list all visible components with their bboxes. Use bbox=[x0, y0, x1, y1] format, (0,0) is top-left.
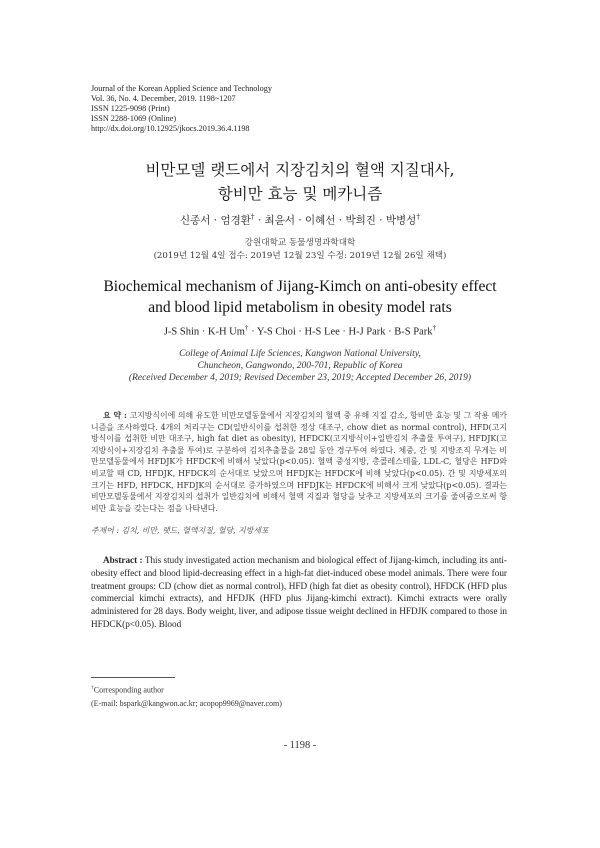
corresponding-author-note bbox=[91, 682, 282, 697]
journal-volume: Vol. 36, No. 4. December, 2019. 1198~1207 bbox=[91, 94, 236, 103]
korean-title-line1: 비만모델 랫드에서 지장김치의 혈액 지질대사, bbox=[145, 161, 455, 179]
corresponding-author-label: Corresponding author bbox=[93, 685, 164, 695]
issn-print: ISSN 1225-9098 (Print) bbox=[91, 104, 170, 113]
english-abstract-label: Abstract : bbox=[103, 555, 143, 565]
page-number: - 1198 - bbox=[283, 740, 317, 751]
corresponding-mark: † bbox=[416, 212, 420, 221]
corresponding-mark: † bbox=[250, 212, 255, 221]
footnote-divider bbox=[91, 677, 175, 678]
korean-affiliation bbox=[0, 237, 600, 263]
english-authors-rest: · Y-S Choi · H-S Lee · H-J Park · B-S Park bbox=[248, 326, 433, 338]
korean-abstract-text: 고지방식이에 의해 유도한 비만모델동물에서 지장김치의 혈액 중 유해 지질 감소, 항비만 효능 및 그 작용 메카니즘을 조사하였다. 4개의 처리구는 CD(일반식이를 섭취한 정상 대조구, chow diet as normal control), HFD(고지방식이를 섭취한 비만 대조구, high fat diet as obesity), HFDCK(고지방식이+일반김치 추출물 투여구), HFDJK(고지방식이+지장김치 추출물 투여)로 구분하여 김치추출물을 28일 동안 경구투여 하였다. 체중, 간 및 지방조직 무게는 비만모델동물에서 HFDJK가 HFDCK에 비해서 낮았다(p<0.05). 혈액 중성지방, 총콜레스테롤, LDL-C, 혈당은 HFD와 비교할 때 CD, HFDJK, HFDCK의 순서대로 낮았으며 HFDJK는 HFDCK에 비해 낮았다(p<0.05). 간 및 지방세포의 크기는 HFD, HFDCK, HFDJK의 순서대로 증가하였으며 HFDJK는 HFDCK에 비해서 크게 낮았다(p<0.05). 결과는 비만모델동물에서 지장김치의 섭취가 일반김치에 비해서 혈액 지질과 혈당을 낮추고 지방세포의 크기를 줄여줌으로써 항비만 효능을 갖는다는 점을 나타낸다. bbox=[91, 411, 507, 513]
english-title-line2: and blood lipid metabolism in obesity model rats bbox=[148, 299, 452, 316]
issn-online: ISSN 2288-1069 (Online) bbox=[91, 114, 177, 123]
english-affiliation-line1: College of Animal Life Sciences, Kangwon National University, bbox=[179, 349, 421, 359]
english-title-line1: Biochemical mechanism of Jijang-Kimch on anti-obesity effect bbox=[103, 278, 497, 295]
korean-dates: (2019년 12월 4일 접수: 2019년 12월 23일 수정: 2019년 12월 26일 채택) bbox=[153, 251, 447, 261]
korean-authors-rest: · 최윤서 · 이혜선 · 박희진 · 박병성 bbox=[254, 214, 417, 227]
footnote bbox=[91, 682, 282, 710]
corresponding-mark: † bbox=[244, 323, 249, 332]
journal-name: Journal of the Korean Applied Science and Technology bbox=[91, 84, 272, 93]
korean-authors bbox=[0, 212, 600, 228]
korean-keywords: 주제어 : 김치, 비만, 랫드, 혈액지질, 혈당, 지방세포 bbox=[91, 526, 269, 535]
english-affiliation-line2: Chuncheon, Gangwondo, 200-701, Republic of Korea bbox=[197, 361, 403, 371]
korean-abstract-label: 요 약 : bbox=[103, 411, 127, 420]
journal-header bbox=[91, 84, 272, 134]
corresponding-mark: † bbox=[432, 323, 437, 332]
english-authors bbox=[0, 323, 600, 338]
korean-affiliation-name: 강원대학교 동물생명과학대학 bbox=[244, 238, 356, 248]
english-dates: (Received December 4, 2019; Revised December 23, 2019; Accepted December 26, 2019) bbox=[128, 373, 472, 383]
corresponding-email: (E-mail: bspark@kangwon.ac.kr; acopop9969@naver.com) bbox=[91, 698, 282, 708]
english-affiliation bbox=[0, 348, 600, 384]
english-title bbox=[0, 276, 600, 318]
english-abstract-text: This study investigated action mechanism and biological effect of Jijang-kimch, including its anti-obesity effect and blood lipid-decreasing effect in a high-fat diet-induced obese model animals. There were four treatment groups: CD (chow diet as normal control), HFD (high fat diet as obesity control), HFDCK (HFD plus commercial kimchi extracts), and HFDJK (HFD plus Jijang-kimchi extract). Kimchi extracts were orally administered for 28 days. Body weight, liver, and adipose tissue weight declined in HFDJK compared to those in HFDCK(p<0.05). Blood bbox=[91, 555, 507, 629]
corresponding-mark: † bbox=[91, 685, 94, 691]
korean-abstract bbox=[91, 410, 507, 514]
korean-title bbox=[0, 158, 600, 206]
doi-link[interactable]: http://dx.doi.org/10.12925/jkocs.2019.36.4.1198 bbox=[91, 124, 250, 133]
korean-title-line2: 항비만 효능 및 메카니즘 bbox=[217, 185, 383, 203]
english-abstract bbox=[91, 554, 507, 631]
korean-authors-first: 신종서 · 엄경환 bbox=[180, 214, 251, 227]
english-authors-first: J-S Shin · K-H Um bbox=[163, 326, 245, 338]
